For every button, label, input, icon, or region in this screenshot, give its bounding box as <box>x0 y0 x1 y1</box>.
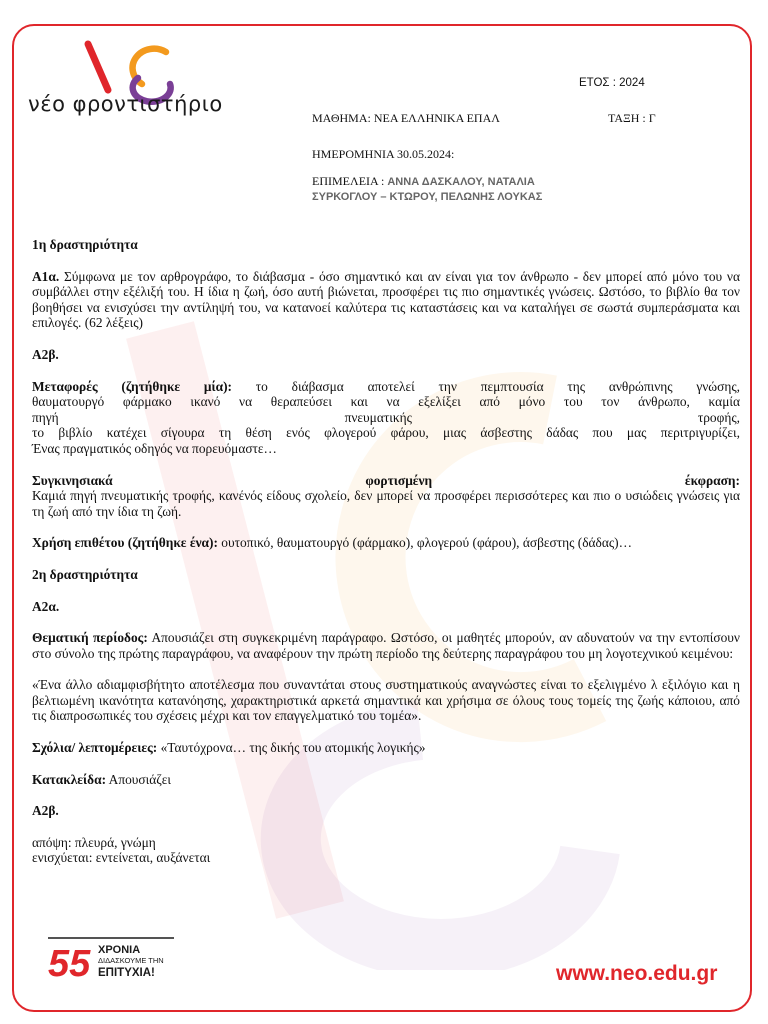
metaphors-line-3: πηγή πνευματικής τροφής, <box>32 409 740 425</box>
a1a-text: Σύμφωνα με τον αρθρογράφο, το διάβασμα - όσο σημαντικό και αν είναι για τον άνθρωπο - δεν μπορεί από μόνο του να συμβάλλει στην εξέλιξή του. Η ίδια η ζωή, όσο αυτή βιώνεται, προσφέρει τις πιο σημαντικές γνώσεις. Ωστόσο, το βιβλίο θα τον βοηθήσει να ενισχύσει την αντίληψή του, να κατανοεί καλύτερα τις καταστάσεις και να καταλήγει σε σωστά συμπεράσματα και επιλογές. (62 λέξεις) <box>32 268 740 331</box>
badge-line-3: ΕΠΙΤΥΧΙΑ! <box>98 967 155 979</box>
epithet-text: ουτοπικό, θαυματουργό (φάρμακο), φλογερού (φάρου), άσβεστης (δάδας)… <box>217 535 633 551</box>
badge-line-1: ΧΡΟΝΙΑ <box>98 944 141 956</box>
year-label: ΕΤΟΣ : 2024 <box>579 77 645 89</box>
metaphors-label: Μεταφορές (ζητήθηκε μία): <box>32 378 233 394</box>
a1a-paragraph <box>32 269 740 331</box>
answer-content <box>32 237 740 866</box>
activity-1-title: 1η δραστηριότητα <box>32 237 138 252</box>
quote-paragraph: «Ένα άλλο αδιαμφισβήτητο αποτέλεσμα που συναντάται στους συστηματικούς αναγνώστες είναι το εξελιγμένο λ εξιλόγιο και η βελτιωμένη ικανότητα κατανόησης, χαρακτηριστικά αρκετά σημαντικά και χρήσιμα σε όλους τους τομείς της ζωής κάποιου, από τις διαπροσωπικές του σχέσεις μέχρι και τον επαγγελματικό του τομέα». <box>32 677 740 724</box>
thematic-text: Απουσιάζει στη συγκεκριμένη παράγραφο. Ωστόσο, οι μαθητές μπορούν, αν αδυνατούν να την εντοπίσουν στο σύνολο της πρώτης παραγράφου, να αναφέρουν την πρώτη περίοδο της δεύτερης παραγράφου του μη λογοτεχνικού κειμένου: <box>32 630 740 661</box>
conclusion-label: Κατακλείδα: <box>32 771 107 787</box>
thematic-label: Θεματική περίοδος: <box>32 630 148 646</box>
details-text: «Ταυτόχρονα… της δικής του ατομικής λογικής» <box>157 740 426 756</box>
details-label: Σχόλια/ λεπτομέρειες: <box>32 740 158 756</box>
conclusion-text: Απουσιάζει <box>106 771 172 787</box>
emotive-text: Καμιά πηγή πνευματικής τροφής, κανένός είδους σχολείο, δεν μπορεί να προσφέρει περισσότερες και πιο ο υσιώδεις γνώσεις για τη ζωή από την ίδια τη ζωή. <box>32 488 740 519</box>
synonym-1: απόψη: πλευρά, γνώμη <box>32 834 156 850</box>
metaphors-line-4: το βιβλίο κατέχει σίγουρα τη θέση ενός φλογερού φάρου, μιας άσβεστης δάδας που μας περιτριγυρίζει, <box>32 425 740 441</box>
epithet-paragraph <box>32 535 740 551</box>
a2a-title: Α2α. <box>32 598 60 614</box>
a2b-title: Α2β. <box>32 346 59 362</box>
anniversary-badge <box>46 936 178 988</box>
editors-names: ΑΝΝΑ ΔΑΣΚΑΛΟΥ, ΝΑΤΑΛΙΑ ΣΥΡΚΟΓΛΟΥ – ΚΤΩΡΟΥ, ΠΕΛΩΝΗΣ ΛΟΥΚΑΣ <box>312 176 543 203</box>
thematic-paragraph <box>32 630 740 661</box>
badge-number: 55 <box>48 943 91 985</box>
class-label: ΤΑΞΗ : Γ <box>608 111 656 125</box>
conclusion-paragraph <box>32 772 740 788</box>
metaphors-line-1: Μεταφορές (ζητήθηκε μία): το διάβασμα αποτελεί την πεμπτουσία της ανθρώπινης γνώσης, <box>32 378 740 394</box>
metaphors-block <box>32 379 740 457</box>
website-link[interactable]: www.neo.edu.gr <box>556 962 718 985</box>
subject-label: ΜΑΘΗΜΑ: ΝΕΑ ΕΛΛΗΝΙΚΑ ΕΠΑΛ <box>312 111 500 125</box>
logo-text: νέο φροντιστήριο <box>28 92 223 116</box>
metaphors-line-2: θαυματουργό φάρμακο ικανό να θεραπεύσει και να εξελίξει από μόνο του τον άνθρωπο, καμία <box>32 394 740 410</box>
editors-block <box>312 174 602 204</box>
details-paragraph <box>32 740 740 756</box>
a1a-label: Α1α. <box>32 268 60 284</box>
synonym-2: ενισχύεται: εντείνεται, αυξάνεται <box>32 850 211 866</box>
epithet-label: Χρήση επιθέτου (ζητήθηκε ένα): <box>32 535 218 551</box>
badge-line-2: ΔΙΔΑΣΚΟΥΜΕ ΤΗΝ <box>98 956 164 965</box>
activity-2-title: 2η δραστηριότητα <box>32 566 138 582</box>
emotive-label: Συγκινησιακά φορτισμένη έκφραση: <box>32 472 740 488</box>
editors-label: ΕΠΙΜΕΛΕΙΑ : <box>312 174 388 188</box>
a2b-2-title: Α2β. <box>32 803 59 819</box>
emotive-block <box>32 473 740 520</box>
date-label: ΗΜΕΡΟΜΗΝΙΑ 30.05.2024: <box>312 147 455 161</box>
metaphors-line-5: Ένας πραγματικός οδηγός να πορευόμαστε… <box>32 440 277 456</box>
